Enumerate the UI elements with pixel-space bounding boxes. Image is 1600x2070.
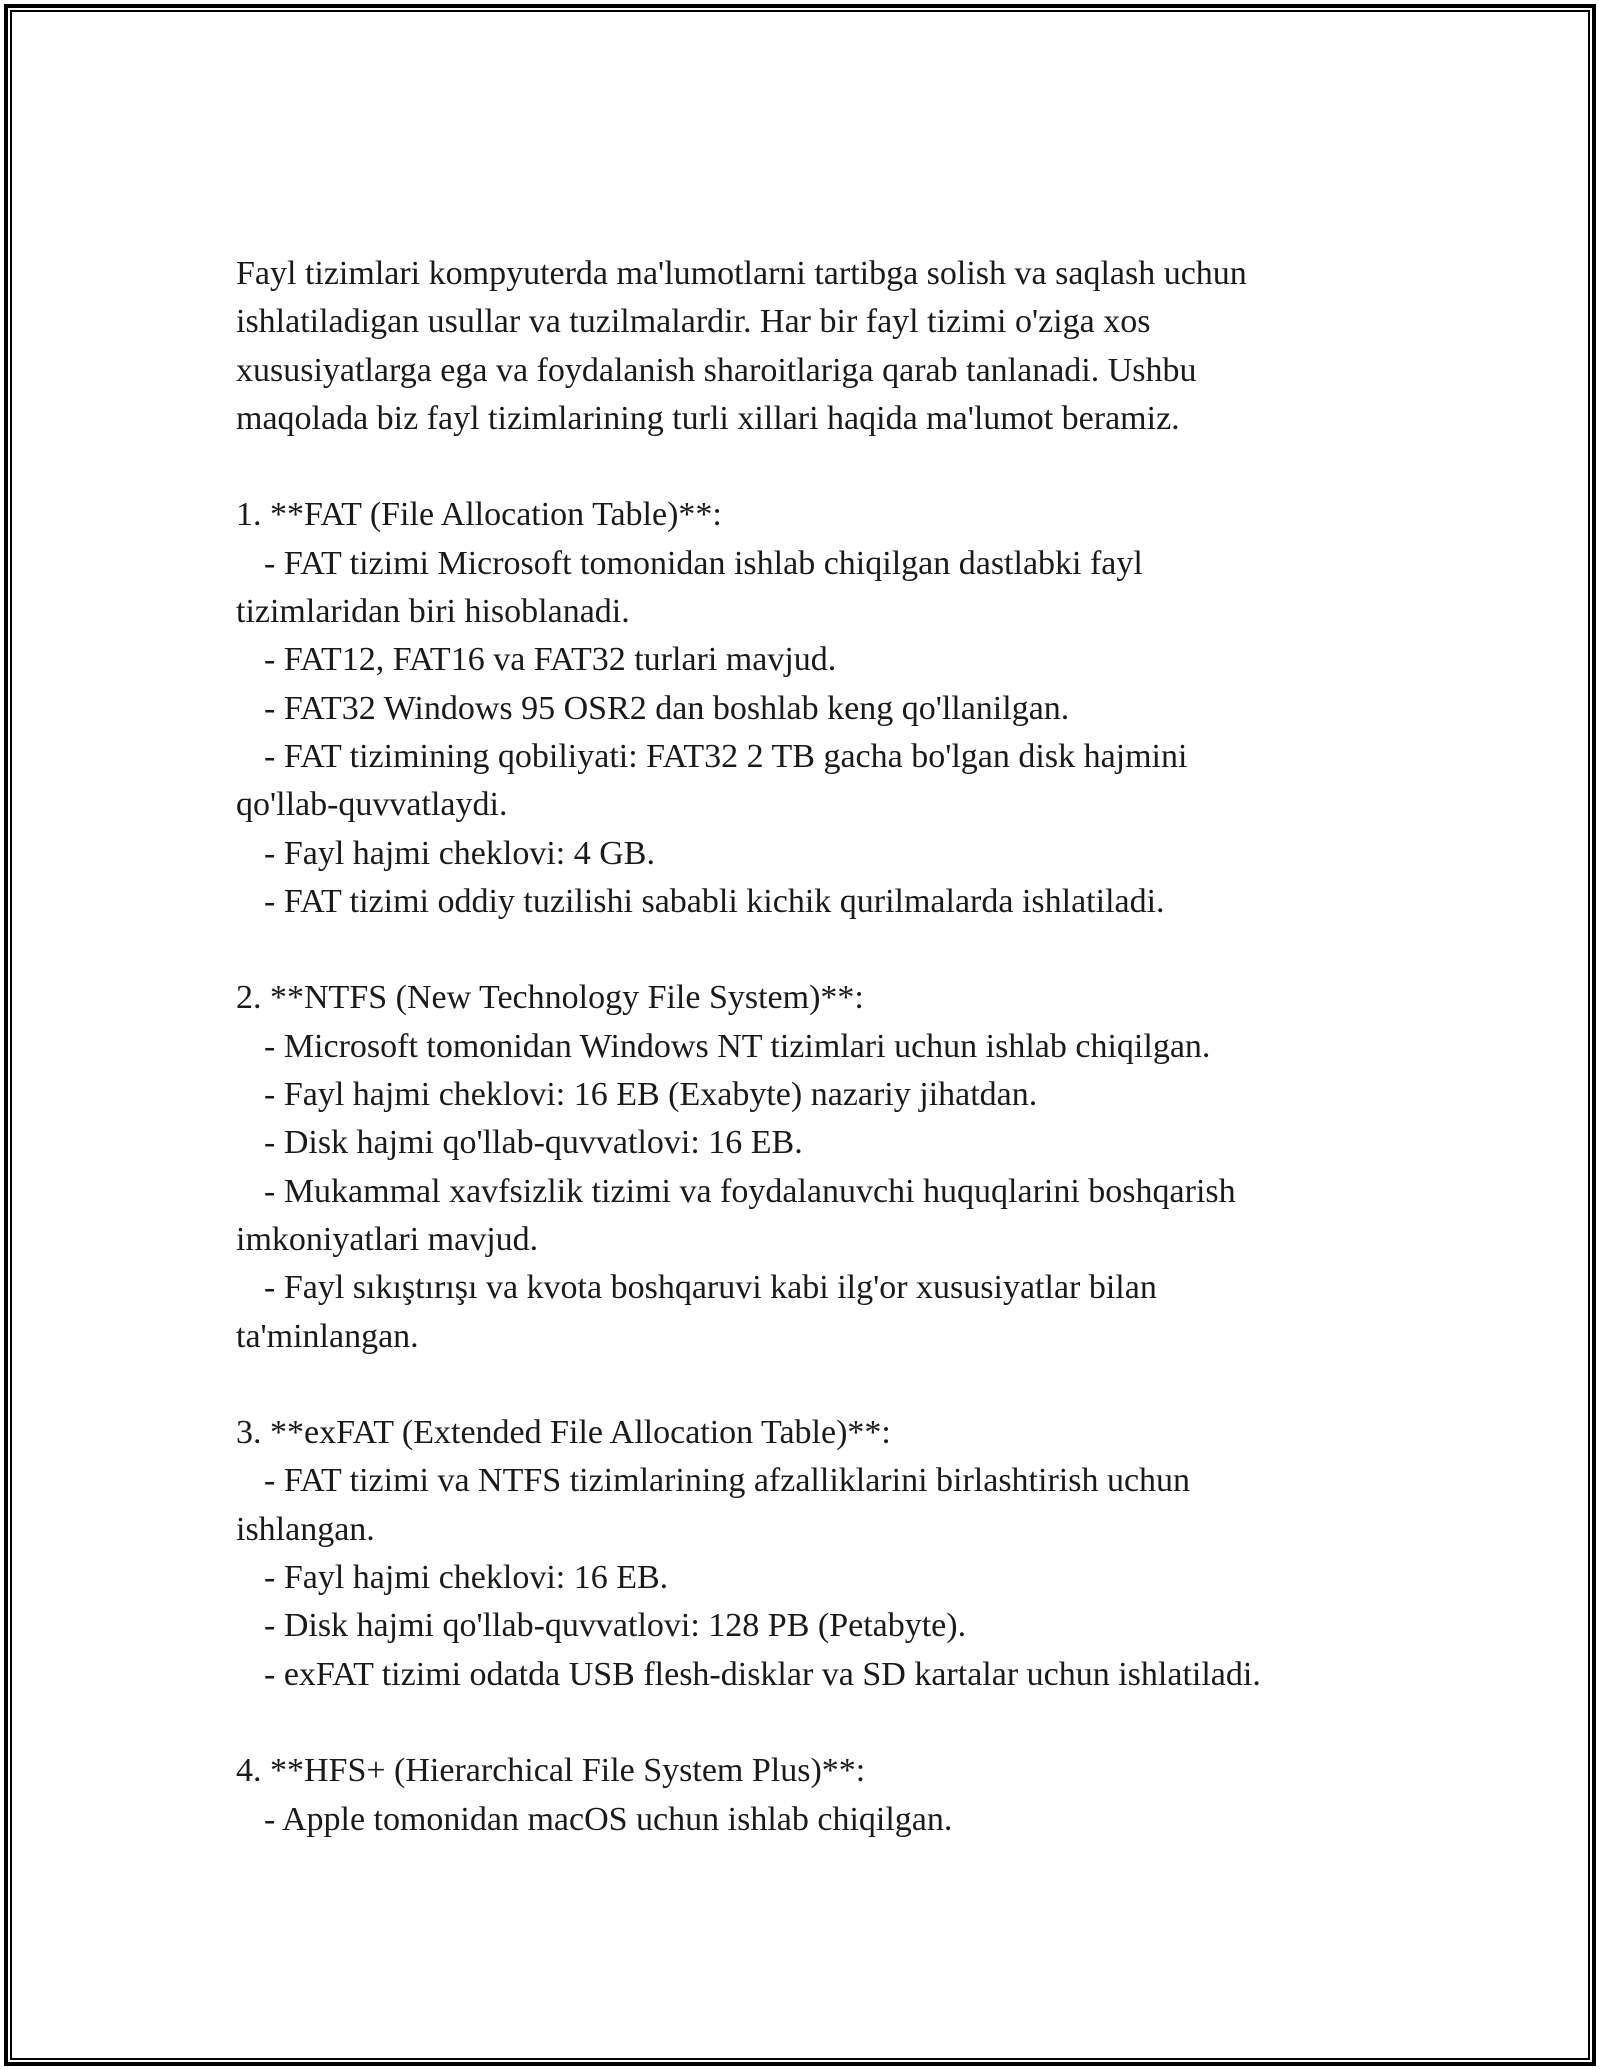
section-ntfs: [236, 974, 1436, 1360]
intro-line: Fayl tizimlari kompyuterda ma'lumotlarni tartibga solish va saqlash uchun: [236, 255, 1247, 292]
intro-line: xususiyatlarga ega va foydalanish sharoitlariga qarab tanlanadi. Ushbu: [236, 351, 1197, 389]
section-heading: 2. **NTFS (New Technology File System)**:: [236, 979, 864, 1017]
list-item: - Mukammal xavfsizlik tizimi va foydalanuvchi huquqlarini boshqarish: [264, 1172, 1236, 1210]
list-item: - Fayl sıkıştırışı va kvota boshqaruvi kabi ilg'or xususiyatlar bilan: [264, 1269, 1157, 1307]
paragraph-gap: [236, 443, 1436, 491]
list-item: - Disk hajmi qo'llab-quvvatlovi: 128 PB (Petabyte).: [264, 1607, 967, 1645]
list-item: - FAT tizimi oddiy tuzilishi sababli kichik qurilmalarda ishlatiladi.: [264, 882, 1165, 920]
section-exfat: [236, 1409, 1436, 1699]
list-item: - Apple tomonidan macOS uchun ishlab chiqilgan.: [264, 1800, 953, 1838]
list-item: - FAT tizimi Microsoft tomonidan ishlab chiqilgan dastlabki fayl: [264, 544, 1143, 582]
list-item: - FAT tizimi va NTFS tizimlarining afzalliklarini birlashtirish uchun: [264, 1462, 1191, 1500]
section-hfs-plus: [236, 1747, 1436, 1844]
list-item: - Disk hajmi qo'llab-quvvatlovi: 16 EB.: [264, 1124, 803, 1162]
section-heading: 3. **exFAT (Extended File Allocation Table)**:: [236, 1414, 891, 1452]
list-item: - FAT12, FAT16 va FAT32 turlari mavjud.: [264, 641, 837, 679]
list-item: - Microsoft tomonidan Windows NT tizimlari uchun ishlab chiqilgan.: [264, 1027, 1211, 1065]
list-item: - FAT32 Windows 95 OSR2 dan boshlab keng qo'llanilgan.: [264, 689, 1070, 727]
section-fat: [236, 491, 1436, 926]
list-item-continuation: ishlangan.: [236, 1510, 375, 1548]
list-item-continuation: tizimlaridan biri hisoblanadi.: [236, 593, 630, 631]
paragraph-gap: [236, 1361, 1436, 1409]
list-item-continuation: ta'minlangan.: [236, 1317, 419, 1355]
list-item: - Fayl hajmi cheklovi: 16 EB.: [264, 1559, 669, 1597]
intro-line: ishlatiladigan usullar va tuzilmalardir. Har bir fayl tizimi o'ziga xos: [236, 303, 1151, 341]
paragraph-gap: [236, 926, 1436, 974]
document-body: [236, 250, 1436, 1844]
list-item: - exFAT tizimi odatda USB flesh-disklar va SD kartalar uchun ishlatiladi.: [264, 1655, 1261, 1693]
paragraph-gap: [236, 1699, 1436, 1747]
list-item-continuation: qo'llab-quvvatlaydi.: [236, 786, 508, 824]
intro-line: maqolada biz fayl tizimlarining turli xillari haqida ma'lumot beramiz.: [236, 399, 1180, 437]
list-item-continuation: imkoniyatlari mavjud.: [236, 1220, 539, 1258]
list-item: - Fayl hajmi cheklovi: 16 EB (Exabyte) nazariy jihatdan.: [264, 1076, 1038, 1114]
list-item: - FAT tizimining qobiliyati: FAT32 2 TB gacha bo'lgan disk hajmini: [264, 737, 1188, 775]
intro-paragraph: [236, 250, 1436, 443]
section-heading: 1. **FAT (File Allocation Table)**:: [236, 496, 722, 534]
section-heading: 4. **HFS+ (Hierarchical File System Plus)**:: [236, 1752, 866, 1790]
list-item: - Fayl hajmi cheklovi: 4 GB.: [264, 834, 655, 872]
